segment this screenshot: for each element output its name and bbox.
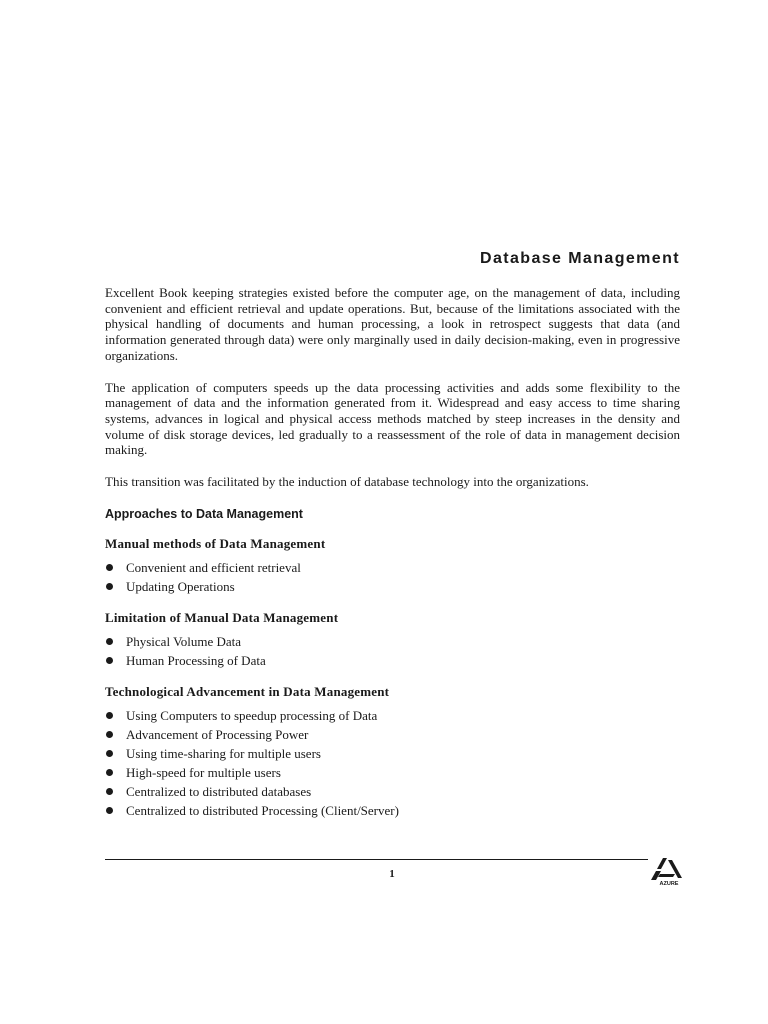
list-item [105,706,680,725]
bullet-icon [106,638,113,645]
list-item-text: Using Computers to speedup processing of Data [126,707,378,723]
section-heading: Approaches to Data Management [105,506,303,521]
bullet-icon [106,657,113,664]
list-item-text: Centralized to distributed databases [126,783,312,799]
bullet-icon [106,750,113,757]
list-item [105,651,680,670]
paragraph: This transition was facilitated by the induction of database technology into the organizations. [105,474,589,490]
list-item [105,782,680,801]
page-body [105,285,680,820]
paragraph: Excellent Book keeping strategies existed before the computer age, on the management of data, including convenient and efficient retrieval and update operations. But, because of the limitations associated with the physical handling of documents and human processing, a look in retrospect suggests that data (and information generated through data) were only marginally used in daily decision-making, even in progressive organizations. [105,285,680,363]
list-item [105,558,680,577]
list-item [105,632,680,651]
bullet-icon [106,564,113,571]
footer-divider [105,859,648,860]
bullet-list [105,706,680,820]
sub-heading: Manual methods of Data Management [105,535,326,551]
bullet-icon [106,769,113,776]
page-title: Database Management [480,250,680,267]
list-item-text: Convenient and efficient retrieval [126,559,301,575]
list-item-text: Physical Volume Data [126,633,242,649]
list-item [105,801,680,820]
bullet-icon [106,788,113,795]
list-item-text: Using time-sharing for multiple users [126,745,321,761]
sub-heading: Limitation of Manual Data Management [105,609,339,625]
bullet-icon [106,583,113,590]
list-item-text: Centralized to distributed Processing (Client/Server) [126,802,399,818]
bullet-icon [106,712,113,719]
svg-text:AZURE: AZURE [659,881,679,886]
sub-heading: Technological Advancement in Data Management [105,683,390,699]
list-item [105,577,680,596]
paragraph: The application of computers speeds up the data processing activities and adds some flexibility to the management of data and the information generated from it. Widespread and easy access to time sharing systems, advances in logical and physical access methods matched by steep increases in the density and volume of disk storage devices, led gradually to a reassessment of the role of data in management decision making. [105,379,680,458]
azure-logo-icon [648,856,684,886]
page-number: 1 [389,868,395,880]
list-item-text: High-speed for multiple users [126,764,281,780]
list-item [105,744,680,763]
bullet-list [105,558,680,596]
list-item-text: Updating Operations [126,578,235,594]
bullet-list [105,632,680,670]
list-item [105,725,680,744]
bullet-icon [106,731,113,738]
bullet-icon [106,807,113,814]
list-item-text: Human Processing of Data [126,652,266,668]
list-item [105,763,680,782]
list-item-text: Advancement of Processing Power [126,726,309,742]
